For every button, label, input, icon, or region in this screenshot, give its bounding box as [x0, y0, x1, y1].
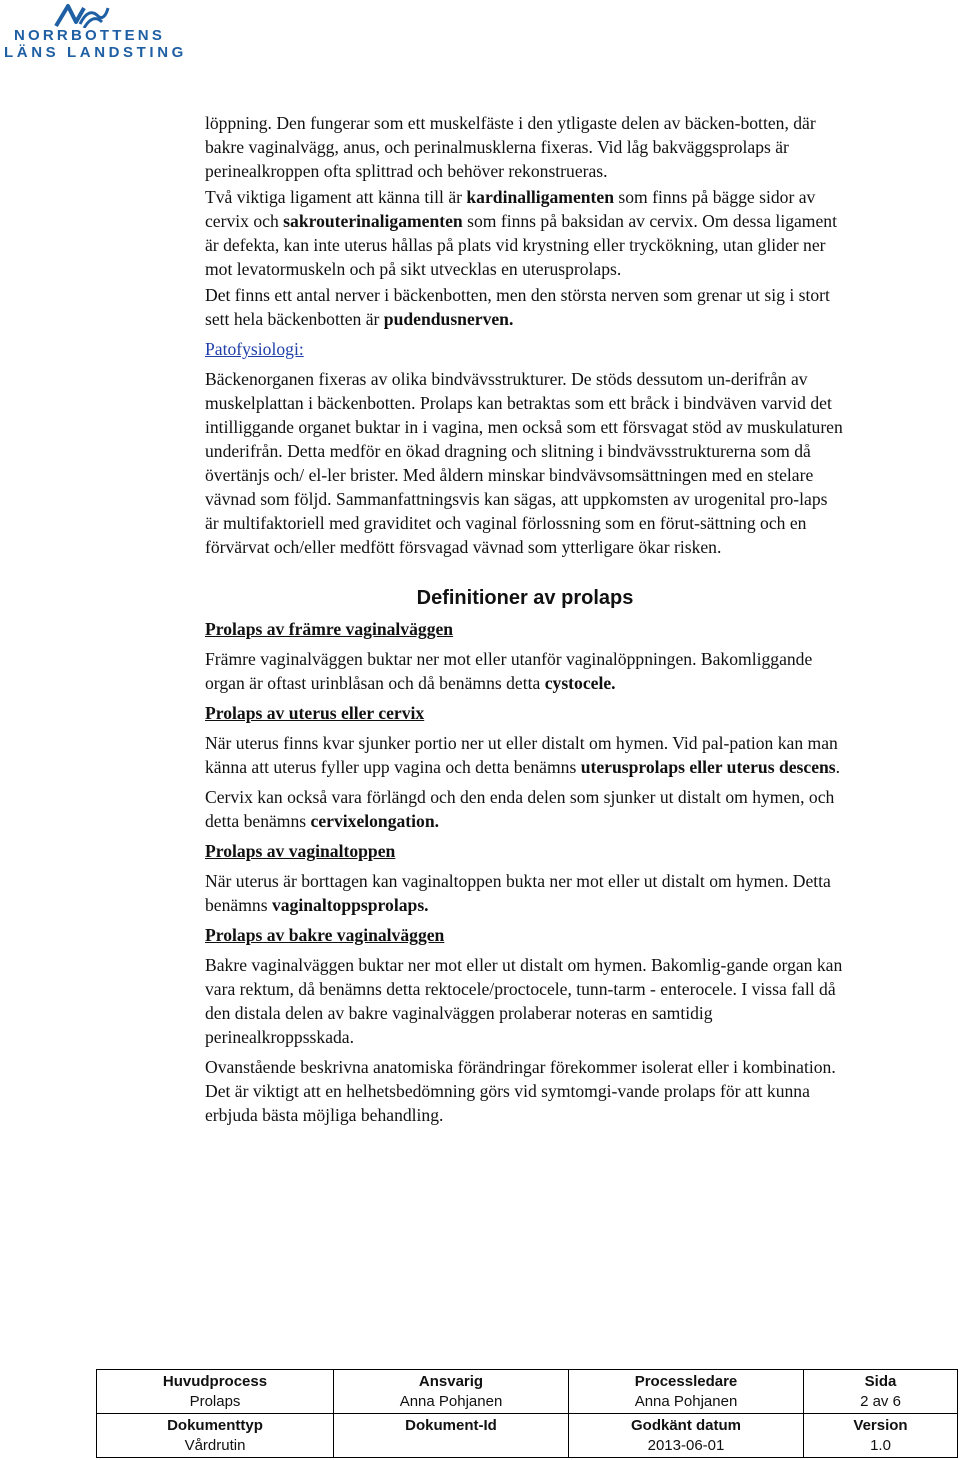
- text: Det finns ett antal nerver i bäckenbotten, men den största nerven som grenar ut sig i stort sett hela bäckenbotten är: [205, 285, 830, 329]
- footer-value: Vårdrutin: [184, 1437, 246, 1454]
- text: Två viktiga ligament att känna till är: [205, 187, 467, 207]
- footer-label: Version: [853, 1417, 908, 1434]
- text: När uterus finns kvar sjunker portio ner ut eller distalt om hymen. Vid pal-pation kan man känna att uterus fyller upp vagina och detta benämns: [205, 733, 838, 777]
- document-footer-table: [96, 1369, 958, 1458]
- subheading-uterus: Prolaps av uterus eller cervix: [205, 703, 425, 723]
- text: som finns på bägge sidor av cervix och: [205, 187, 816, 231]
- text: Om dessa ligament är defekta, kan inte uterus hållas på plats vid krystning eller tryckökning, utan glider ner mot levatormuskeln och på sikt utvecklas en uterusprolaps.: [205, 211, 837, 279]
- footer-cell-processledare: [569, 1370, 804, 1414]
- paragraph-ligaments: [205, 185, 845, 281]
- footer-cell-huvudprocess: [97, 1370, 334, 1414]
- footer-label: Dokument-Id: [405, 1417, 497, 1434]
- text: .: [508, 309, 514, 329]
- text: Främre vaginalväggen buktar ner mot eller utanför vaginalöppningen. Bakomliggande organ är oftast urinblåsan och då benämns detta: [205, 649, 813, 693]
- term-uterusprolaps: uterusprolaps eller uterus descens: [580, 757, 836, 777]
- paragraph-vaginaltoppen: [205, 869, 845, 917]
- logo-text-line2: LÄNS LANDSTING: [4, 44, 187, 61]
- footer-value: [338, 1436, 564, 1456]
- footer-value: 2013-06-01: [647, 1437, 725, 1454]
- paragraph-patofysiologi: [205, 367, 845, 559]
- organization-logo: [0, 0, 187, 62]
- paragraph-summary: Ovanstående beskrivna anatomiska förändringar förekommer isolerat eller i kombination. Det är viktigt att en helhetsbedömning görs vid symtomgi-vande prolaps för att kunna erbjuda bästa möjliga behandling.: [205, 1057, 836, 1125]
- logo-text-line1: NORRBOTTENS: [14, 27, 166, 44]
- footer-row: [97, 1370, 958, 1414]
- term-vaginaltoppsprolaps: vaginaltoppsprolaps.: [271, 895, 429, 915]
- text: När uterus är borttagen kan vaginaltoppen bukta ner mot eller ut distalt om hymen. Detta benämns: [205, 871, 831, 915]
- text: De stöds dessutom un-derifrån av muskelplattan i bäckenbotten. Prolaps kan betraktas som ett bråck i bindväven varvid det intilliggande organet buktar in i vagina, men också som ett försvagat stöd av muskulaturen underifrån. Detta medför en ökad dragning och slitning i bindvävsstrukturerna som då övertänjs och/ el-ler brister. Med åldern minskar bindvävsomsättningen med en stelare vävnad som följd. Sammanfattningsvis kan sägas, att uppkomsten av urogenital pro-laps är multifaktoriell med graviditet och vaginal förlossning som en förut-sättning och en förvärvat och/eller medfött försvagad vävnad som ytterligare ökar risken.: [205, 369, 843, 557]
- subheading-vaginaltoppen: Prolaps av vaginaltoppen: [205, 841, 396, 861]
- footer-cell-version: [804, 1414, 958, 1458]
- document-body: [205, 111, 845, 1133]
- paragraph-framre: [205, 647, 845, 695]
- footer-label: Dokumenttyp: [167, 1417, 263, 1434]
- patofysiologi-link[interactable]: Patofysiologi:: [205, 339, 304, 359]
- footer-label: Sida: [864, 1373, 897, 1390]
- term-cystocele: cystocele.: [544, 673, 616, 693]
- section-title: Definitioner av prolaps: [416, 587, 634, 609]
- footer-cell-sida: [804, 1370, 958, 1414]
- text: .: [835, 757, 841, 777]
- footer-label: Godkänt datum: [630, 1417, 741, 1434]
- term-pudendusnerven: pudendusnerven: [383, 309, 509, 329]
- term-cervixelongation: cervixelongation.: [310, 811, 440, 831]
- heading-patofysiologi: [205, 337, 845, 361]
- footer-value: 1.0: [870, 1437, 891, 1454]
- footer-value: 2 av 6: [860, 1393, 901, 1410]
- footer-cell-dokumentid: [334, 1414, 569, 1458]
- paragraph-bakre: Bakre vaginalväggen buktar ner mot eller ut distalt om hymen. Bakomlig-gande organ kan vara rektum, då benämns detta rektocele/proctocele, tunn-tarm - enterocele. I vissa fall då den distala delen av bakre vaginalväggen prolaberar noteras en samtidig perinealkroppsskada.: [205, 955, 843, 1047]
- subheading-framre: Prolaps av främre vaginalväggen: [205, 619, 454, 639]
- footer-value: Anna Pohjanen: [634, 1393, 738, 1410]
- wave-logo-icon: [54, 2, 110, 28]
- footer-label: Ansvarig: [418, 1373, 484, 1390]
- paragraph-cervix: [205, 785, 845, 833]
- footer-cell-dokumenttyp: [97, 1414, 334, 1458]
- footer-cell-godkant: [569, 1414, 804, 1458]
- footer-row: [97, 1414, 958, 1458]
- term-sakrouterinaligamenten: sakrouterinaligamenten: [283, 211, 463, 231]
- paragraph-nerves: [205, 283, 845, 331]
- term-kardinalligamenten: kardinalligamenten: [466, 187, 614, 207]
- footer-label: Processledare: [634, 1373, 738, 1390]
- text: Cervix kan också vara förlängd och den enda delen som sjunker ut distalt om hymen, och detta benämns: [205, 787, 835, 831]
- footer-label: Huvudprocess: [162, 1373, 268, 1390]
- footer-value: Prolaps: [189, 1393, 241, 1410]
- subheading-bakre: Prolaps av bakre vaginalväggen: [205, 925, 445, 945]
- paragraph-perineum: löppning. Den fungerar som ett muskelfäste i den ytligaste delen av bäcken-botten, där bakre vaginalvägg, anus, och perinalmusklerna fixeras. Vid låg bakväggsprolaps är perinealkroppen ofta splittrad och behöver rekonstrueras.: [205, 113, 816, 181]
- footer-value: Anna Pohjanen: [399, 1393, 503, 1410]
- text: Bäckenorganen fixeras av olika bindvävsstrukturer.: [205, 369, 567, 389]
- footer-cell-ansvarig: [334, 1370, 569, 1414]
- paragraph-uterus: [205, 731, 845, 779]
- text: som finns på baksidan av cervix.: [462, 211, 698, 231]
